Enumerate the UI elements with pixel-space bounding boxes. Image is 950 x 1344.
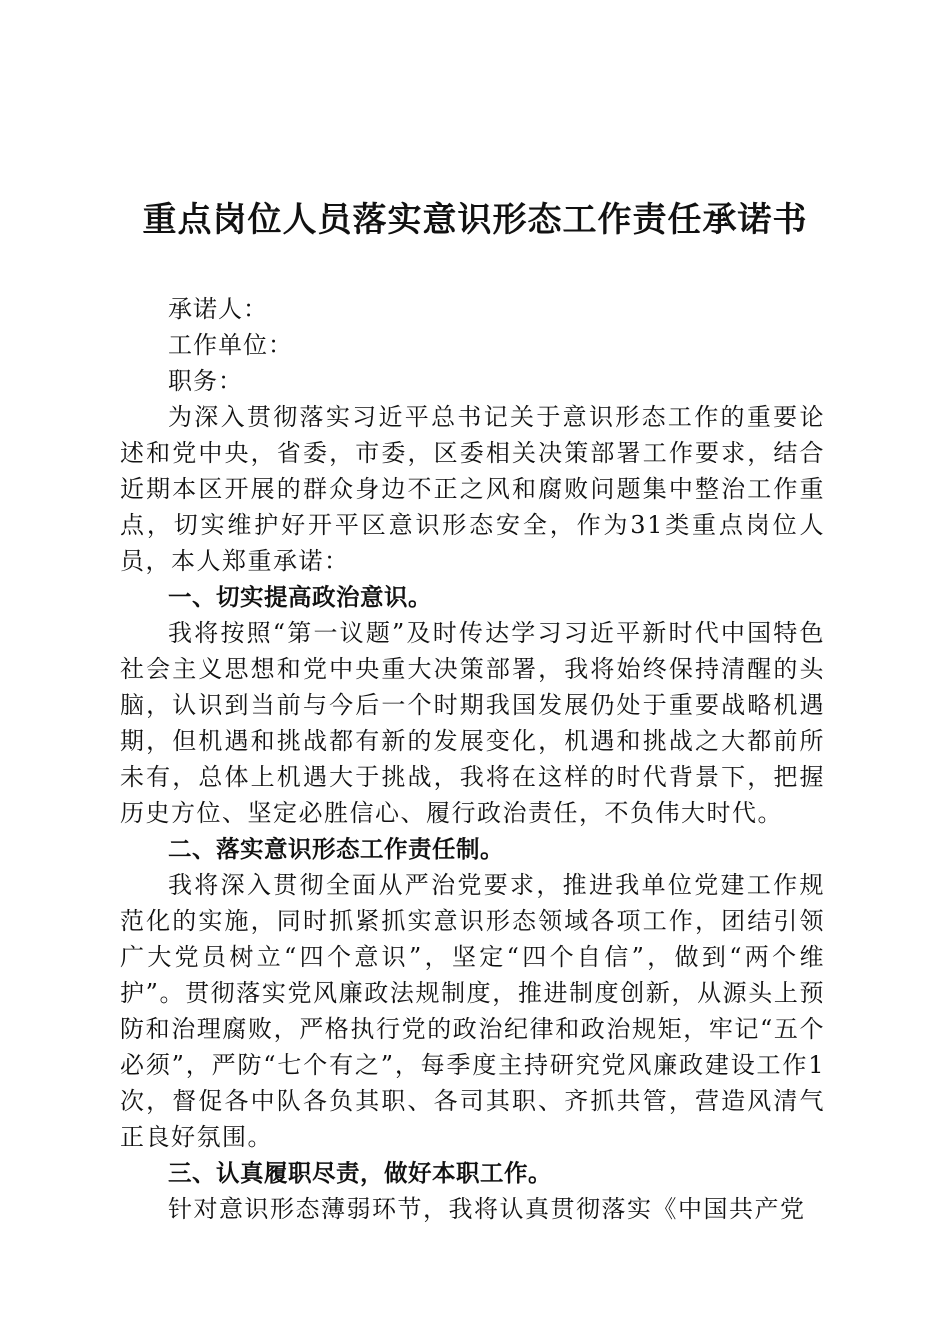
section-text-1: 我将按照“第一议题”及时传达学习习近平新时代中国特色社会主义思想和党中央重大决策部署，我将始终保持清醒的头脑，认识到当前与今后一个时期我国发展仍处于重要战略机遇期，但机遇和挑战都有新的发展变化，机遇和挑战之大都前所未有，总体上机遇大于挑战，我将在这样的时代背景下，把握历史方位、坚定必胜信心、履行政治责任，不负伟大时代。 xyxy=(120,619,825,827)
section-heading-1: 一、切实提高政治意识。 xyxy=(168,583,432,611)
document-title: 重点岗位人员落实意识形态工作责任承诺书 xyxy=(142,200,808,240)
field-promisor: 承诺人： xyxy=(168,295,268,323)
intro-paragraph: 为深入贯彻落实习近平总书记关于意识形态工作的重要论述和党中央，省委，市委，区委相关决策部署工作要求，结合近期本区开展的群众身边不正之风和腐败问题集中整治工作重点，切实维护好开平区意识形态安全，作为31类重点岗位人员，本人郑重承诺： xyxy=(120,403,825,575)
document-body xyxy=(120,291,825,1227)
field-work-unit: 工作单位： xyxy=(168,331,293,359)
section-heading-2: 二、落实意识形态工作责任制。 xyxy=(168,835,504,863)
section-text-3: 针对意识形态薄弱环节，我将认真贯彻落实《中国共产党 xyxy=(168,1195,806,1223)
section-text-2: 我将深入贯彻全面从严治党要求，推进我单位党建工作规范化的实施，同时抓紧抓实意识形态领域各项工作，团结引领广大党员树立“四个意识”，坚定“四个自信”，做到“两个维护”。贯彻落实党风廉政法规制度，推进制度创新，从源头上预防和治理腐败，严格执行党的政治纪律和政治规矩，牢记“五个必须”，严防“七个有之”，每季度主持研究党风廉政建设工作1次，督促各中队各负其职、各司其职、齐抓共管，营造风清气正良好氛围。 xyxy=(120,871,825,1151)
section-heading-3: 三、认真履职尽责，做好本职工作。 xyxy=(168,1159,552,1187)
field-position: 职务： xyxy=(168,367,243,395)
